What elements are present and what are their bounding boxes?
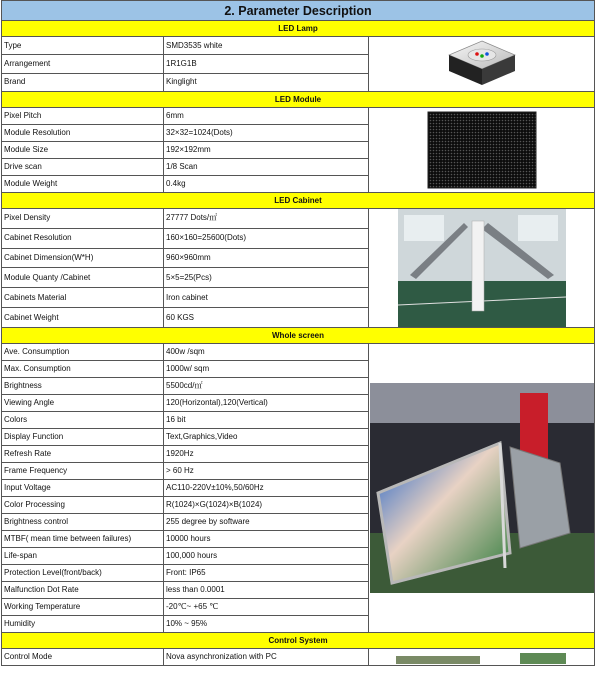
parameter-table	[1, 0, 595, 666]
param-value: 255 degree by software	[164, 514, 369, 531]
param-label: Cabinet Resolution	[2, 228, 164, 248]
section-header-control	[2, 633, 595, 649]
led-module-image	[426, 110, 538, 190]
control-image-cell	[369, 649, 595, 666]
param-label: Input Voltage	[2, 480, 164, 497]
cabinet-image-cell	[369, 209, 595, 328]
module-image-cell	[369, 108, 595, 193]
param-value: 5×5=25(Pcs)	[164, 268, 369, 288]
param-value: AC110-220V±10%,50/60Hz	[164, 480, 369, 497]
section-header-cabinet	[2, 193, 595, 209]
param-label: Drive scan	[2, 159, 164, 176]
param-label: Module Size	[2, 142, 164, 159]
param-label: Cabinets Material	[2, 288, 164, 308]
param-label: Humidity	[2, 616, 164, 633]
param-value: Iron cabinet	[164, 288, 369, 308]
section-title-module: LED Module	[2, 92, 595, 108]
param-value: > 60 Hz	[164, 463, 369, 480]
param-label: Viewing Angle	[2, 395, 164, 412]
param-label: Cabinet Weight	[2, 308, 164, 328]
param-label: MTBF( mean time between failures)	[2, 531, 164, 548]
section-title-cabinet: LED Cabinet	[2, 193, 595, 209]
param-label: Module Resolution	[2, 125, 164, 142]
param-label: Working Temperature	[2, 599, 164, 616]
param-label: Protection Level(front/back)	[2, 565, 164, 582]
section-header-screen	[2, 328, 595, 344]
param-label: Life-span	[2, 548, 164, 565]
param-value: 192×192mm	[164, 142, 369, 159]
table-row	[2, 344, 595, 361]
param-value: 16 bit	[164, 412, 369, 429]
param-label: Color Processing	[2, 497, 164, 514]
param-value: 10000 hours	[164, 531, 369, 548]
smd-led-lamp-image	[437, 37, 527, 91]
screen-image-cell	[369, 344, 595, 633]
param-value: Nova asynchronization with PC	[164, 649, 369, 666]
param-label: Arrangement	[2, 55, 164, 73]
param-value: Front: IP65	[164, 565, 369, 582]
param-label: Module Quanty /Cabinet	[2, 268, 164, 288]
param-value: 5500cd/㎡	[164, 378, 369, 395]
control-card-image	[382, 650, 582, 664]
table-row	[2, 649, 595, 666]
param-value: 960×960mm	[164, 248, 369, 268]
led-cabinet-image	[398, 209, 566, 327]
page-title: 2. Parameter Description	[2, 1, 595, 21]
param-value: Text,Graphics,Video	[164, 429, 369, 446]
param-label: Type	[2, 37, 164, 55]
param-value: 160×160=25600(Dots)	[164, 228, 369, 248]
param-value: 120(Horizontal),120(Vertical)	[164, 395, 369, 412]
param-label: Frame Frequency	[2, 463, 164, 480]
param-value: SMD3535 white	[164, 37, 369, 55]
param-value: 6mm	[164, 108, 369, 125]
param-value: 60 KGS	[164, 308, 369, 328]
table-row	[2, 209, 595, 229]
param-value: 1R1G1B	[164, 55, 369, 73]
param-label: Pixel Density	[2, 209, 164, 229]
param-label: Brightness control	[2, 514, 164, 531]
param-value: 1000w/ sqm	[164, 361, 369, 378]
param-label: Ave. Consumption	[2, 344, 164, 361]
param-label: Brightness	[2, 378, 164, 395]
section-title-lamp: LED Lamp	[2, 21, 595, 37]
param-label: Malfunction Dot Rate	[2, 582, 164, 599]
param-value: 1/8 Scan	[164, 159, 369, 176]
param-value: 27777 Dots/㎡	[164, 209, 369, 229]
param-label: Refresh Rate	[2, 446, 164, 463]
param-label: Pixel Pitch	[2, 108, 164, 125]
section-header-module	[2, 92, 595, 108]
section-title-control: Control System	[2, 633, 595, 649]
param-label: Control Mode	[2, 649, 164, 666]
table-row	[2, 37, 595, 55]
param-value: 1920Hz	[164, 446, 369, 463]
param-label: Module Weight	[2, 176, 164, 193]
section-header-lamp	[2, 21, 595, 37]
double-sided-led-screen-image	[370, 383, 594, 593]
table-row	[2, 108, 595, 125]
section-title-screen: Whole screen	[2, 328, 595, 344]
param-label: Brand	[2, 73, 164, 91]
param-value: 32×32=1024(Dots)	[164, 125, 369, 142]
param-value: 400w /sqm	[164, 344, 369, 361]
param-value: 100,000 hours	[164, 548, 369, 565]
param-value: R(1024)×G(1024)×B(1024)	[164, 497, 369, 514]
param-value: less than 0.0001	[164, 582, 369, 599]
lamp-image-cell	[369, 37, 595, 92]
param-value: 10% ~ 95%	[164, 616, 369, 633]
param-label: Colors	[2, 412, 164, 429]
param-value: Kinglight	[164, 73, 369, 91]
param-label: Display Function	[2, 429, 164, 446]
param-value: -20℃~ +65 ℃	[164, 599, 369, 616]
param-label: Cabinet Dimension(W*H)	[2, 248, 164, 268]
param-value: 0.4kg	[164, 176, 369, 193]
param-label: Max. Consumption	[2, 361, 164, 378]
